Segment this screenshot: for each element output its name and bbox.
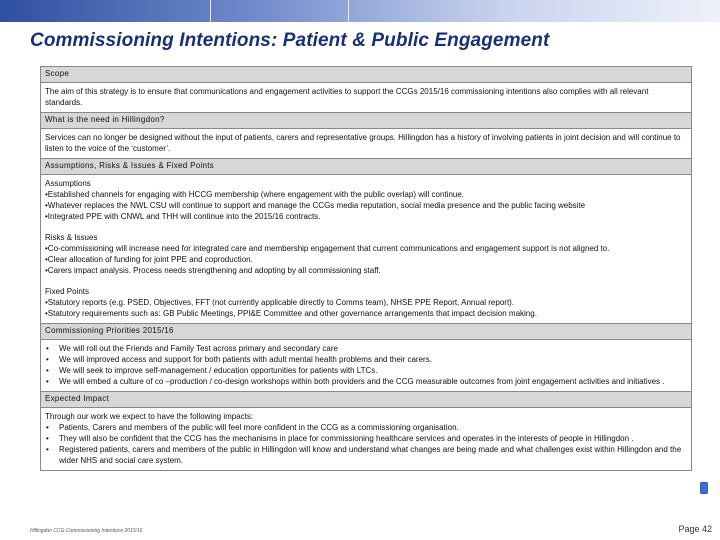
list-item bbox=[45, 433, 687, 444]
list-item bbox=[45, 444, 687, 466]
impact-text: Registered patients, carers and members of the public in Hillingdon will know and understand what changes are being made and what challenges exist within Hillingdon and the wider NHS and social care system. bbox=[59, 445, 682, 465]
impact-text: They will also be confident that the CCG has the mechanisms in place for commissioning healthcare services and operates in the interests of people in Hillingdon . bbox=[59, 434, 634, 443]
bullet-icon: • bbox=[46, 423, 49, 432]
assumptions-body bbox=[41, 175, 691, 323]
bullet-icon: • bbox=[46, 445, 49, 454]
priority-text: We will roll out the Friends and Family Test across primary and secondary care bbox=[59, 344, 338, 353]
risk-item: •Clear allocation of funding for joint PPE and coproduction. bbox=[45, 255, 253, 264]
risks-subheading: Risks & Issues bbox=[45, 233, 98, 242]
bullet-icon: • bbox=[46, 434, 49, 443]
priority-text: We will embed a culture of co –production / co-design workshops within both providers and the CCG measurable outcomes from joint engagement activities and initiatives . bbox=[59, 377, 665, 386]
need-header: What is the need in Hillingdon? bbox=[41, 112, 691, 129]
scope-header: Scope bbox=[41, 67, 691, 83]
bullet-icon: • bbox=[46, 366, 49, 375]
assumption-item: •Whatever replaces the NWL CSU will continue to support and manage the CCGs media reputation, social media presence and the public facing website bbox=[45, 201, 586, 210]
priorities-body bbox=[41, 340, 691, 391]
bullet-icon: • bbox=[46, 344, 49, 353]
assumption-item: •Integrated PPE with CNWL and THH will continue into the 2015/16 contracts. bbox=[45, 212, 321, 221]
assumptions-subheading: Assumptions bbox=[45, 179, 91, 188]
list-item bbox=[45, 422, 687, 433]
footer-document-name: Hillingdon CCG Commissioning Intentions 2015/16 bbox=[30, 528, 143, 534]
nhs-logo-icon bbox=[700, 482, 708, 494]
bullet-icon: • bbox=[46, 377, 49, 386]
priorities-header: Commissioning Priorities 2015/16 bbox=[41, 323, 691, 340]
risk-item: •Carers impact analysis. Process needs strengthening and adopting by all commissioning staff. bbox=[45, 266, 381, 275]
priority-text: We will seek to improve self-management / education opportunities for patients with LTCs. bbox=[59, 366, 378, 375]
priority-text: We will improved access and support for both patients with adult mental health problems and their carers. bbox=[59, 355, 432, 364]
impact-body bbox=[41, 408, 691, 470]
content-table bbox=[40, 66, 692, 471]
impact-header: Expected Impact bbox=[41, 391, 691, 408]
bullet-icon: • bbox=[46, 355, 49, 364]
list-item bbox=[45, 376, 687, 387]
impact-list bbox=[45, 422, 687, 466]
list-item bbox=[45, 365, 687, 376]
page-title: Commissioning Intentions: Patient & Public Engagement bbox=[30, 30, 550, 51]
fixed-point-item: •Statutory requirements such as: GB Public Meetings, PPI&E Committee and other governance arrangements that impact decision making. bbox=[45, 309, 537, 318]
header-gradient-band bbox=[0, 0, 720, 22]
band-divider bbox=[348, 0, 349, 22]
risk-item: •Co-commissioning will increase need for integrated care and membership engagement that current communications and engagement support is not aligned to. bbox=[45, 244, 610, 253]
scope-body: The aim of this strategy is to ensure that communications and engagement activities to support the CCGs 2015/16 commissioning intentions also complies with all relevant standards. bbox=[45, 87, 649, 107]
list-item bbox=[45, 343, 687, 354]
list-item bbox=[45, 354, 687, 365]
assumptions-header: Assumptions, Risks & Issues & Fixed Points bbox=[41, 158, 691, 175]
impact-intro: Through our work we expect to have the following impacts: bbox=[45, 412, 254, 421]
need-body: Services can no longer be designed without the input of patients, carers and representative groups. Hillingdon has a history of involving patients in joint decision and will continue to listen to the voice of the ‘customer’. bbox=[45, 133, 681, 153]
impact-text: Patients, Carers and members of the public will feel more confident in the CCG as a commissioning organisation. bbox=[59, 423, 459, 432]
page-number: Page 42 bbox=[678, 524, 712, 534]
assumption-item: •Established channels for engaging with HCCG membership (where engagement with the public overlap) will continue. bbox=[45, 190, 465, 199]
fixed-points-subheading: Fixed Points bbox=[45, 287, 90, 296]
fixed-point-item: •Statutory reports (e.g. PSED, Objectives, FFT (not currently applicable directly to Comms team), NHSE PPE Report, Annual report). bbox=[45, 298, 515, 307]
band-divider bbox=[210, 0, 211, 22]
priorities-list bbox=[45, 343, 687, 387]
